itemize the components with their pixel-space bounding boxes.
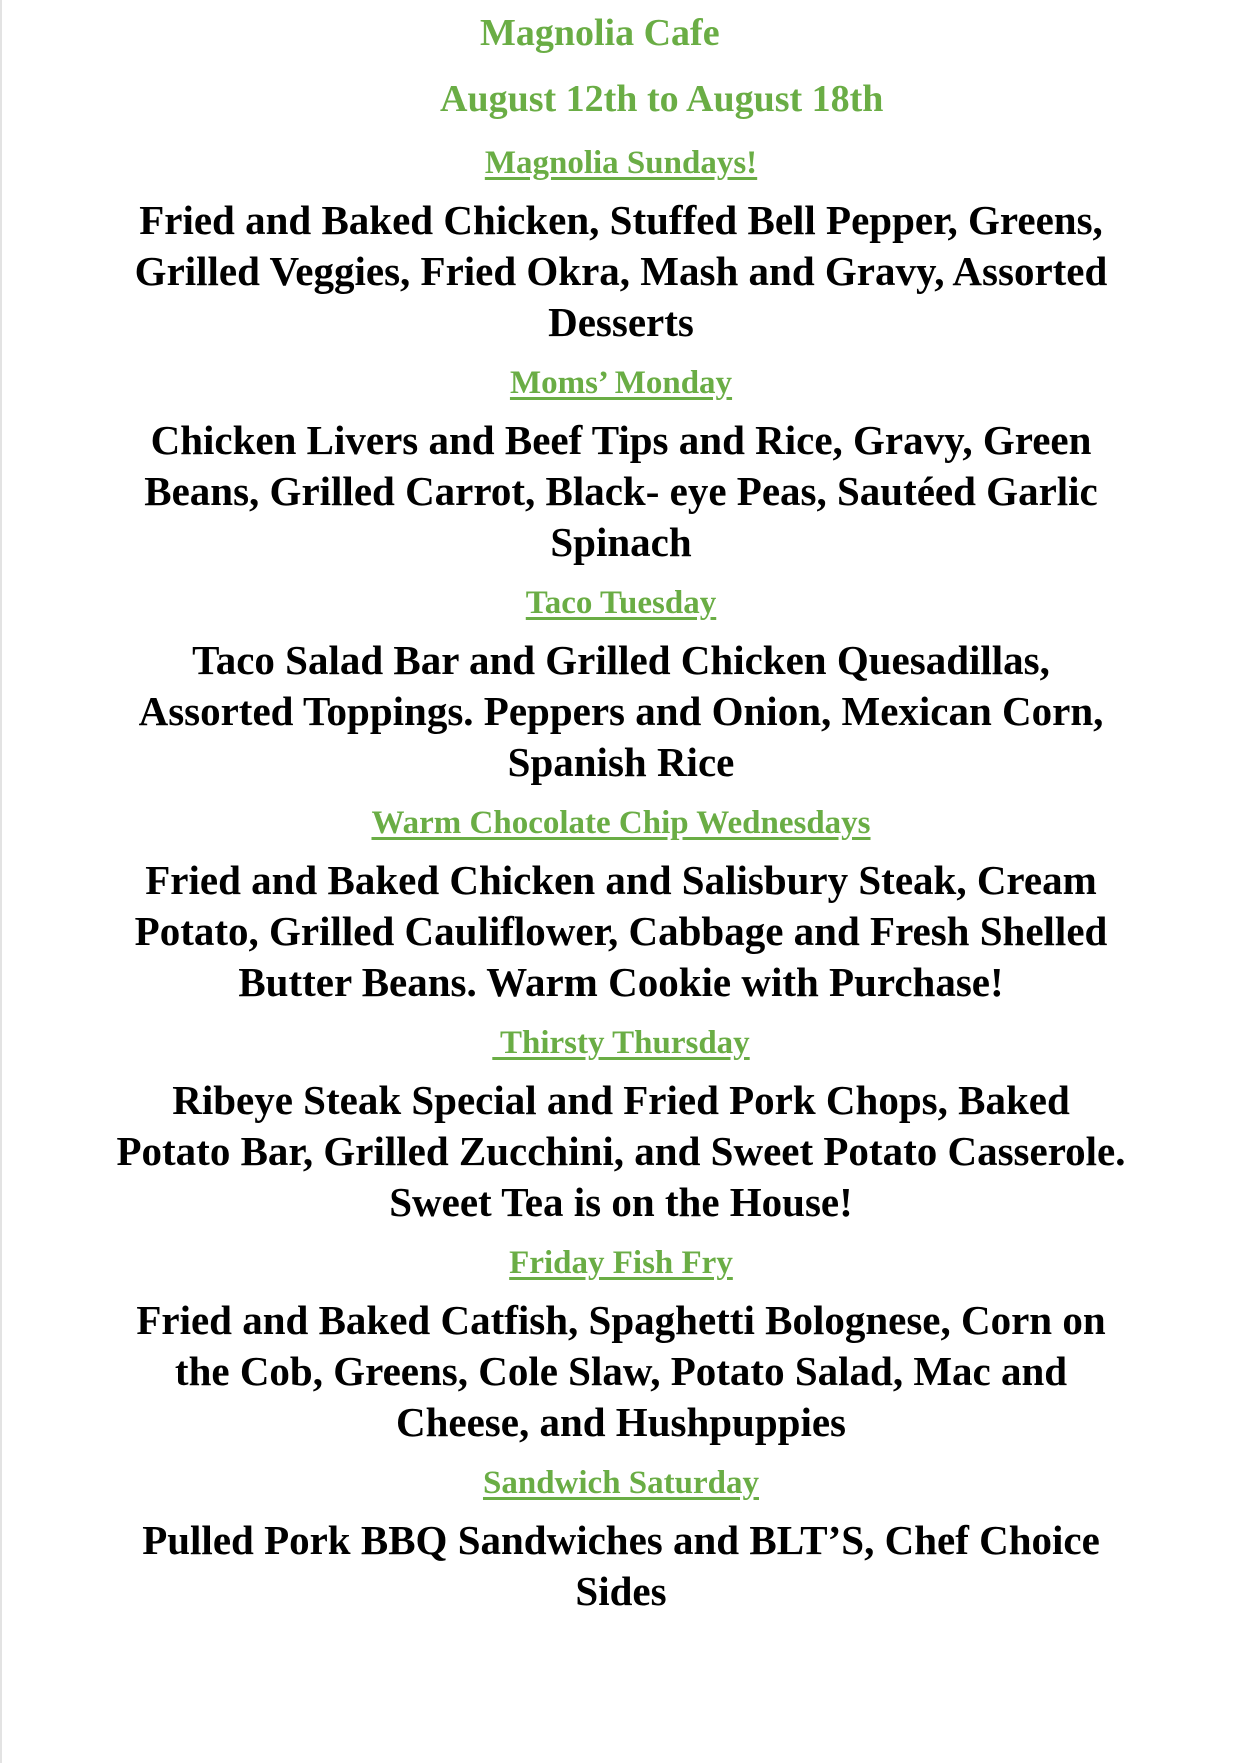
day-thursday [0, 1020, 1242, 1240]
day-heading-thursday: Thirsty Thursday [492, 1025, 750, 1061]
date-range: August 12th to August 18th [440, 78, 884, 120]
day-saturday [0, 1460, 1242, 1629]
day-items-sunday: Fried and Baked Chicken, Stuffed Bell Pepper, Greens, Grilled Veggies, Fried Okra, Mash and Gravy, Assorted Desserts [134, 197, 1108, 345]
day-sunday [0, 140, 1242, 360]
day-heading-monday: Moms’ Monday [509, 365, 733, 401]
day-items-thursday: Ribeye Steak Special and Fried Pork Chops, Baked Potato Bar, Grilled Zucchini, and Sweet Potato Casserole. Sweet Tea is on the House! [116, 1077, 1126, 1225]
day-items-tuesday: Taco Salad Bar and Grilled Chicken Quesadillas, Assorted Toppings. Peppers and Onion, Mexican Corn, Spanish Rice [138, 637, 1104, 785]
day-items-friday: Fried and Baked Catfish, Spaghetti Bolognese, Corn on the Cob, Greens, Cole Slaw, Potato Salad, Mac and Cheese, and Hushpuppies [136, 1297, 1106, 1445]
day-items-wednesday: Fried and Baked Chicken and Salisbury Steak, Cream Potato, Grilled Cauliflower, Cabbage and Fresh Shelled Butter Beans. Warm Cookie with Purchase! [134, 857, 1108, 1005]
weekly-menu [0, 140, 1242, 1629]
day-items-monday: Chicken Livers and Beef Tips and Rice, Gravy, Green Beans, Grilled Carrot, Black- eye Peas, Sautéed Garlic Spinach [144, 417, 1098, 565]
cafe-title: Magnolia Cafe [480, 12, 720, 54]
day-wednesday [0, 800, 1242, 1020]
day-heading-saturday: Sandwich Saturday [482, 1465, 759, 1501]
day-tuesday [0, 580, 1242, 800]
day-heading-wednesday: Warm Chocolate Chip Wednesdays [371, 805, 871, 841]
day-heading-friday: Friday Fish Fry [509, 1245, 733, 1281]
day-heading-tuesday: Taco Tuesday [525, 585, 717, 621]
day-heading-sunday: Magnolia Sundays! [484, 145, 758, 181]
day-items-saturday: Pulled Pork BBQ Sandwiches and BLT’S, Chef Choice Sides [142, 1517, 1100, 1614]
day-friday [0, 1240, 1242, 1460]
day-monday [0, 360, 1242, 580]
